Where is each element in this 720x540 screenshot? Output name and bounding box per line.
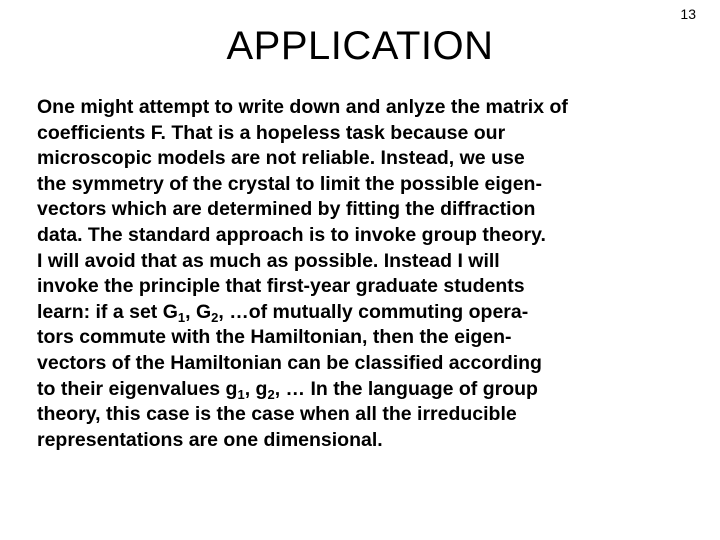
body-text <box>37 95 697 453</box>
text-segment: to their eigenvalues g <box>37 377 238 400</box>
body-line: vectors which are determined by fitting the diffraction <box>37 198 536 221</box>
body-line: the symmetry of the crystal to limit the possible eigen- <box>37 172 542 195</box>
text-segment: learn: if a set G <box>37 300 178 323</box>
slide-title: APPLICATION <box>226 24 494 68</box>
body-line-eigenvalues <box>37 377 697 403</box>
body-line: I will avoid that as much as possible. Instead I will <box>37 249 500 272</box>
subscript: 2 <box>211 309 219 325</box>
subscript: 1 <box>237 386 245 402</box>
body-line: One might attempt to write down and anlyze the matrix of <box>37 96 568 118</box>
text-segment: , G <box>185 300 212 323</box>
body-line: coefficients F. That is a hopeless task because our <box>37 121 506 144</box>
body-line: invoke the principle that first-year graduate students <box>37 275 525 298</box>
text-segment: , g <box>244 377 268 400</box>
body-line: vectors of the Hamiltonian can be classified according <box>37 351 542 374</box>
body-line: theory, this case is the case when all the irreducible <box>37 403 517 426</box>
body-line: microscopic models are not reliable. Instead, we use <box>37 147 525 170</box>
body-line: representations are one dimensional. <box>37 428 383 451</box>
body-line: data. The standard approach is to invoke group theory. <box>37 223 546 246</box>
text-segment: , …of mutually commuting opera- <box>218 300 529 323</box>
body-line: tors commute with the Hamiltonian, then the eigen- <box>37 326 512 349</box>
body-line-operators <box>37 300 697 326</box>
text-segment: , … In the language of group <box>274 377 538 400</box>
page-number: 13 <box>680 6 696 22</box>
subscript: 1 <box>177 309 186 325</box>
subscript: 2 <box>267 386 275 402</box>
